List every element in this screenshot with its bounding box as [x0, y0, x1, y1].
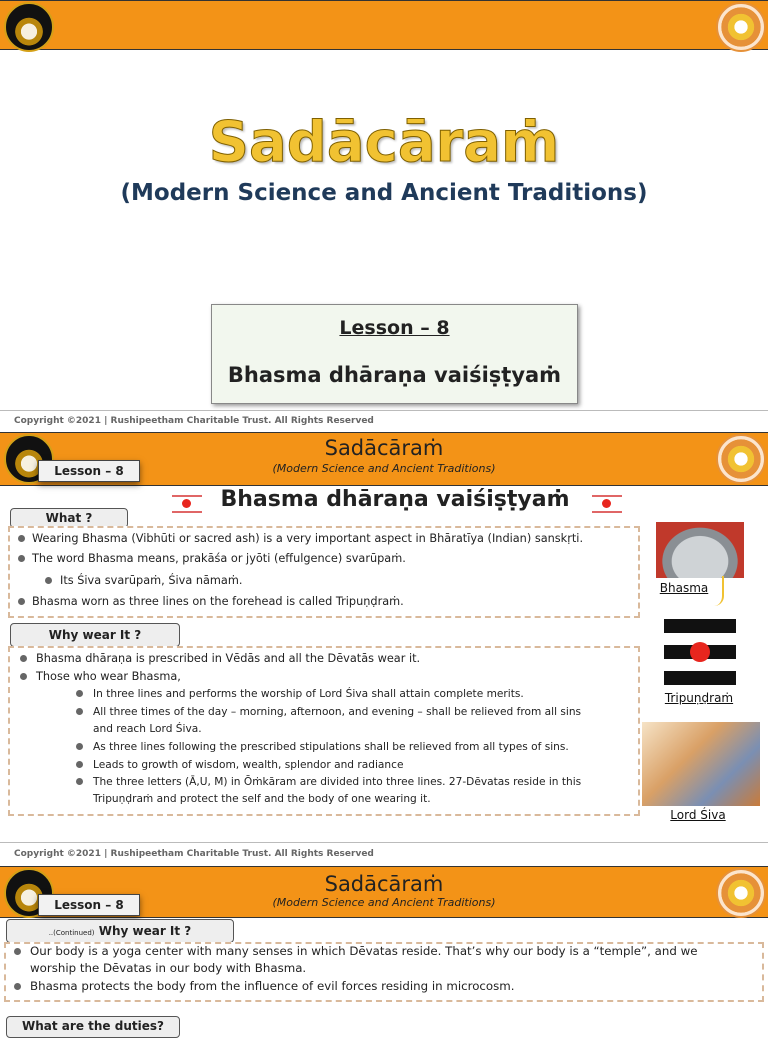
why-sub-item: Leads to growth of wisdom, wealth, splendor and radiance — [93, 759, 404, 771]
bhasma-arrow-icon — [712, 576, 724, 606]
slide2-header-subtitle: (Modern Science and Ancient Traditions) — [272, 462, 496, 475]
what-item: Wearing Bhasma (Vibhūti or sacred ash) is a very important aspect in Bhāratīya (Indian) sanskṛti. — [32, 532, 584, 545]
continued-prefix: ..(Continued) — [48, 929, 95, 937]
why-sub-item: All three times of the day – morning, afternoon, and evening – shall be relieved from all sins — [93, 706, 582, 718]
bullet — [76, 690, 83, 697]
slide2-header-title: Sadācāraṁ — [324, 436, 444, 460]
copyright-text: Copyright ©2021 | Rushipeetham Charitable Trust. All Rights Reserved — [14, 849, 374, 859]
lord-siva-image — [642, 722, 760, 806]
slide2-heading: Bhasma dhāraṇa vaiśiṣṭyaṁ — [220, 487, 570, 512]
bullet — [76, 743, 83, 750]
bullet — [14, 983, 21, 990]
why-item: Those who wear Bhasma, — [36, 670, 181, 683]
what-sub-item: Its Śiva svarūpaṁ, Śiva nāmaṁ. — [60, 574, 243, 587]
continued-item-cont: worship the Dēvatas in our body with Bhasma. — [30, 961, 307, 975]
slide1-header-bar — [0, 0, 768, 50]
bullet — [20, 655, 27, 662]
lesson-tag: Lesson – 8 — [38, 460, 140, 482]
why-sub-item-cont: Tripuṇḍraṁ and protect the self and the body of one wearing it. — [93, 793, 431, 805]
tripundram-link[interactable]: Tripuṇḍraṁ — [664, 691, 734, 705]
continued-item: Our body is a yoga center with many senses in which Dēvatas reside. That’s why our body is a “temple”, and we — [30, 944, 698, 958]
bullet — [76, 708, 83, 715]
duties-tab — [6, 1016, 180, 1038]
what-tab: What ? — [10, 508, 128, 528]
bullet — [20, 673, 27, 680]
lord-siva-link[interactable]: Lord Śiva — [670, 808, 726, 822]
bhasma-link[interactable]: Bhasma — [659, 581, 709, 595]
lesson-number: Lesson – 8 — [339, 317, 450, 339]
bullet — [45, 577, 52, 584]
why-sub-item-cont: and reach Lord Śiva. — [93, 723, 202, 735]
divider — [0, 410, 768, 411]
rushipeetham-logo-icon — [4, 2, 54, 52]
slide3-header-title: Sadācāraṁ — [324, 872, 444, 896]
lesson-box — [211, 304, 578, 404]
tripundram-image — [664, 617, 736, 687]
why-tab: Why wear It ? — [10, 623, 180, 647]
bullet — [18, 555, 25, 562]
bullet — [76, 761, 83, 768]
what-item: Bhasma worn as three lines on the forehead is called Tripuṇḍraṁ. — [32, 595, 404, 608]
why-sub-item: The three letters (Ā,U, M) in Ōṁkāram are divided into three lines. 27-Dēvatas reside in this — [93, 776, 582, 788]
slide1-subtitle: (Modern Science and Ancient Traditions) — [120, 180, 648, 206]
continued-tab-label: Why wear It ? — [98, 924, 192, 938]
slide1-title: Sadācāraṁ — [208, 110, 560, 175]
what-item: The word Bhasma means, prakāśa or jyōti (effulgence) svarūpaṁ. — [32, 552, 406, 565]
bullet — [18, 598, 25, 605]
duties-tab-label: What are the duties? — [22, 1019, 164, 1033]
lesson-title: Bhasma dhāraṇa vaiśiṣṭyaṁ — [227, 363, 562, 387]
bullet — [14, 948, 21, 955]
bullet — [76, 778, 83, 785]
bindi-icon — [592, 495, 622, 513]
bindi-icon — [172, 495, 202, 513]
why-sub-item: In three lines and performs the worship of Lord Śiva shall attain complete merits. — [93, 688, 524, 700]
continued-why-tab — [6, 919, 234, 943]
lesson-tag: Lesson – 8 — [38, 894, 140, 916]
continued-item: Bhasma protects the body from the influence of evil forces residing in microcosm. — [30, 979, 515, 993]
slide3-header-subtitle: (Modern Science and Ancient Traditions) — [272, 896, 496, 909]
bhasma-image — [656, 522, 744, 578]
divider — [0, 842, 768, 843]
copyright-text: Copyright ©2021 | Rushipeetham Charitable Trust. All Rights Reserved — [14, 416, 374, 426]
sun-emblem-icon — [716, 2, 766, 52]
why-item: Bhasma dhāraṇa is prescribed in Vēdās and all the Dēvatās wear it. — [36, 652, 421, 665]
why-sub-item: As three lines following the prescribed stipulations shall be relieved from all types of sins. — [93, 741, 569, 753]
bullet — [18, 535, 25, 542]
